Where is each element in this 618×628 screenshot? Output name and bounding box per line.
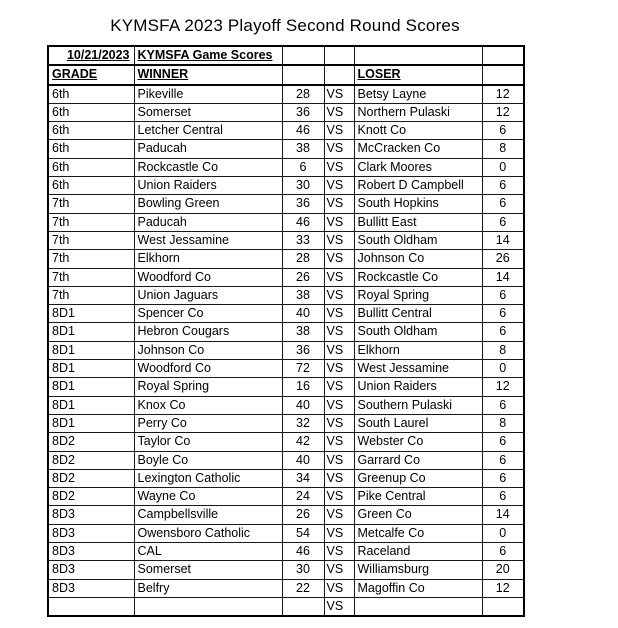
loser-cell: Williamsburg	[354, 561, 482, 579]
subtitle-cell: KYMSFA Game Scores	[134, 46, 282, 65]
loser-score-cell: 14	[482, 231, 524, 249]
loser-cell: Bullitt Central	[354, 305, 482, 323]
table-row	[48, 561, 524, 579]
winner-cell: Lexington Catholic	[134, 469, 282, 487]
grade-cell: 8D1	[48, 378, 134, 396]
table-header-row-columns	[48, 65, 524, 84]
empty-cell	[482, 65, 524, 84]
vs-cell: VS	[324, 195, 354, 213]
winner-cell: West Jessamine	[134, 231, 282, 249]
loser-cell: South Oldham	[354, 323, 482, 341]
loser-score-cell: 26	[482, 250, 524, 268]
winner-score-cell: 26	[282, 268, 324, 286]
loser-cell: McCracken Co	[354, 140, 482, 158]
loser-score-cell: 8	[482, 341, 524, 359]
empty-cell	[354, 46, 482, 65]
table-row	[48, 85, 524, 104]
winner-score-cell: 16	[282, 378, 324, 396]
winner-score-cell: 40	[282, 396, 324, 414]
vs-cell: VS	[324, 451, 354, 469]
vs-cell: VS	[324, 543, 354, 561]
winner-cell: Paducah	[134, 213, 282, 231]
table-row	[48, 103, 524, 121]
winner-score-cell: 42	[282, 433, 324, 451]
table-row	[48, 268, 524, 286]
loser-score-cell: 12	[482, 378, 524, 396]
table-row	[48, 158, 524, 176]
loser-score-cell: 0	[482, 524, 524, 542]
winner-cell: Pikeville	[134, 85, 282, 104]
loser-score-cell: 6	[482, 396, 524, 414]
vs-cell: VS	[324, 122, 354, 140]
loser-cell: South Hopkins	[354, 195, 482, 213]
winner-cell: Paducah	[134, 140, 282, 158]
table-row	[48, 506, 524, 524]
loser-header-cell: LOSER	[354, 65, 482, 84]
loser-cell: Garrard Co	[354, 451, 482, 469]
vs-cell: VS	[324, 469, 354, 487]
table-row	[48, 213, 524, 231]
winner-score-cell: 24	[282, 488, 324, 506]
loser-score-cell: 6	[482, 122, 524, 140]
winner-cell: Letcher Central	[134, 122, 282, 140]
loser-cell: South Laurel	[354, 414, 482, 432]
winner-cell: Hebron Cougars	[134, 323, 282, 341]
table-header-row-date	[48, 46, 524, 65]
loser-score-cell: 6	[482, 543, 524, 561]
grade-cell: 8D3	[48, 579, 134, 597]
winner-cell: Union Jaguars	[134, 286, 282, 304]
grade-cell: 8D1	[48, 323, 134, 341]
loser-score-cell: 6	[482, 488, 524, 506]
grade-cell: 6th	[48, 122, 134, 140]
winner-cell: Taylor Co	[134, 433, 282, 451]
grade-cell: 8D1	[48, 414, 134, 432]
winner-score-cell: 40	[282, 305, 324, 323]
grade-cell: 7th	[48, 195, 134, 213]
table-row	[48, 543, 524, 561]
table-row	[48, 305, 524, 323]
vs-cell: VS	[324, 268, 354, 286]
loser-cell: Raceland	[354, 543, 482, 561]
loser-cell: South Oldham	[354, 231, 482, 249]
winner-score-cell: 34	[282, 469, 324, 487]
loser-cell: Pike Central	[354, 488, 482, 506]
vs-cell: VS	[324, 378, 354, 396]
winner-score-cell: 40	[282, 451, 324, 469]
vs-cell: VS	[324, 414, 354, 432]
grade-cell: 8D3	[48, 561, 134, 579]
table-row	[48, 323, 524, 341]
vs-cell: VS	[324, 488, 354, 506]
grade-cell: 7th	[48, 213, 134, 231]
loser-cell: Knott Co	[354, 122, 482, 140]
grade-header-cell: GRADE	[48, 65, 134, 84]
vs-cell: VS	[324, 103, 354, 121]
vs-cell: VS	[324, 396, 354, 414]
grade-cell: 8D2	[48, 451, 134, 469]
table-row	[48, 177, 524, 195]
winner-score-cell: 72	[282, 360, 324, 378]
vs-cell: VS	[324, 231, 354, 249]
grade-cell: 8D2	[48, 433, 134, 451]
winner-cell: Bowling Green	[134, 195, 282, 213]
table-row	[48, 360, 524, 378]
vs-cell: VS	[324, 305, 354, 323]
table-row	[48, 286, 524, 304]
vs-cell: VS	[324, 561, 354, 579]
winner-score-cell: 38	[282, 140, 324, 158]
grade-cell: 8D2	[48, 469, 134, 487]
winner-score-cell: 22	[282, 579, 324, 597]
vs-cell: VS	[324, 360, 354, 378]
table-row	[48, 341, 524, 359]
winner-score-cell: 30	[282, 561, 324, 579]
winner-score-cell: 38	[282, 286, 324, 304]
loser-score-cell: 0	[482, 158, 524, 176]
grade-cell: 8D3	[48, 506, 134, 524]
loser-score-cell: 6	[482, 433, 524, 451]
loser-cell: Rockcastle Co	[354, 268, 482, 286]
winner-score-cell	[282, 597, 324, 616]
loser-cell: Union Raiders	[354, 378, 482, 396]
winner-cell: Elkhorn	[134, 250, 282, 268]
winner-score-cell: 46	[282, 122, 324, 140]
vs-cell: VS	[324, 579, 354, 597]
loser-cell: Magoffin Co	[354, 579, 482, 597]
loser-cell: Northern Pulaski	[354, 103, 482, 121]
table-row	[48, 195, 524, 213]
loser-cell: Robert D Campbell	[354, 177, 482, 195]
winner-cell: Rockcastle Co	[134, 158, 282, 176]
table-row	[48, 250, 524, 268]
loser-cell: Elkhorn	[354, 341, 482, 359]
winner-cell: Union Raiders	[134, 177, 282, 195]
vs-cell: VS	[324, 286, 354, 304]
table-row	[48, 579, 524, 597]
loser-score-cell: 6	[482, 469, 524, 487]
grade-cell: 6th	[48, 177, 134, 195]
winner-score-cell: 46	[282, 543, 324, 561]
winner-score-cell: 36	[282, 195, 324, 213]
table-row	[48, 451, 524, 469]
loser-score-cell: 14	[482, 506, 524, 524]
grade-cell: 8D1	[48, 341, 134, 359]
grade-cell: 8D1	[48, 360, 134, 378]
loser-score-cell: 0	[482, 360, 524, 378]
loser-cell: Southern Pulaski	[354, 396, 482, 414]
vs-cell: VS	[324, 524, 354, 542]
loser-score-cell: 8	[482, 140, 524, 158]
winner-cell	[134, 597, 282, 616]
loser-cell: Green Co	[354, 506, 482, 524]
vs-cell: VS	[324, 177, 354, 195]
loser-score-cell: 6	[482, 177, 524, 195]
page-title: KYMSFA 2023 Playoff Second Round Scores	[110, 16, 460, 35]
grade-cell: 6th	[48, 158, 134, 176]
winner-cell: Somerset	[134, 103, 282, 121]
winner-cell: Johnson Co	[134, 341, 282, 359]
winner-cell: Royal Spring	[134, 378, 282, 396]
grade-cell: 7th	[48, 268, 134, 286]
loser-score-cell: 6	[482, 451, 524, 469]
winner-cell: Somerset	[134, 561, 282, 579]
loser-score-cell: 6	[482, 323, 524, 341]
winner-cell: Spencer Co	[134, 305, 282, 323]
vs-cell: VS	[324, 506, 354, 524]
winner-cell: Belfry	[134, 579, 282, 597]
winner-score-cell: 6	[282, 158, 324, 176]
winner-cell: Woodford Co	[134, 360, 282, 378]
winner-cell: Knox Co	[134, 396, 282, 414]
winner-score-cell: 33	[282, 231, 324, 249]
grade-cell: 8D3	[48, 524, 134, 542]
winner-score-cell: 36	[282, 103, 324, 121]
winner-score-cell: 54	[282, 524, 324, 542]
loser-score-cell	[482, 597, 524, 616]
empty-cell	[482, 46, 524, 65]
loser-cell: Webster Co	[354, 433, 482, 451]
vs-cell: VS	[324, 323, 354, 341]
grade-cell	[48, 597, 134, 616]
loser-cell: Greenup Co	[354, 469, 482, 487]
vs-cell: VS	[324, 433, 354, 451]
loser-score-cell: 6	[482, 286, 524, 304]
loser-cell: Royal Spring	[354, 286, 482, 304]
winner-cell: Owensboro Catholic	[134, 524, 282, 542]
loser-score-cell: 8	[482, 414, 524, 432]
vs-cell: VS	[324, 85, 354, 104]
empty-cell	[324, 65, 354, 84]
empty-cell	[282, 46, 324, 65]
table-row	[48, 122, 524, 140]
table-row	[48, 488, 524, 506]
winner-score-cell: 30	[282, 177, 324, 195]
loser-score-cell: 6	[482, 195, 524, 213]
winner-score-cell: 46	[282, 213, 324, 231]
loser-score-cell: 12	[482, 85, 524, 104]
grade-cell: 6th	[48, 140, 134, 158]
loser-score-cell: 6	[482, 213, 524, 231]
winner-cell: CAL	[134, 543, 282, 561]
winner-score-cell: 28	[282, 250, 324, 268]
winner-score-cell: 32	[282, 414, 324, 432]
grade-cell: 8D1	[48, 305, 134, 323]
loser-score-cell: 12	[482, 103, 524, 121]
vs-cell: VS	[324, 597, 354, 616]
winner-cell: Woodford Co	[134, 268, 282, 286]
date-cell: 10/21/2023	[48, 46, 134, 65]
loser-score-cell: 20	[482, 561, 524, 579]
vs-cell: VS	[324, 158, 354, 176]
grade-cell: 7th	[48, 231, 134, 249]
vs-cell: VS	[324, 250, 354, 268]
winner-score-cell: 26	[282, 506, 324, 524]
table-row	[48, 140, 524, 158]
winner-cell: Perry Co	[134, 414, 282, 432]
winner-score-cell: 38	[282, 323, 324, 341]
loser-cell: Clark Moores	[354, 158, 482, 176]
grade-cell: 8D3	[48, 543, 134, 561]
loser-score-cell: 12	[482, 579, 524, 597]
grade-cell: 7th	[48, 250, 134, 268]
loser-cell: Bullitt East	[354, 213, 482, 231]
loser-cell	[354, 597, 482, 616]
empty-cell	[324, 46, 354, 65]
scores-table-body	[48, 46, 524, 616]
winner-score-cell: 36	[282, 341, 324, 359]
loser-cell: Betsy Layne	[354, 85, 482, 104]
grade-cell: 8D2	[48, 488, 134, 506]
table-row	[48, 231, 524, 249]
table-row	[48, 414, 524, 432]
loser-cell: Metcalfe Co	[354, 524, 482, 542]
winner-cell: Wayne Co	[134, 488, 282, 506]
table-row	[48, 396, 524, 414]
loser-score-cell: 6	[482, 305, 524, 323]
winner-cell: Boyle Co	[134, 451, 282, 469]
empty-cell	[282, 65, 324, 84]
grade-cell: 6th	[48, 85, 134, 104]
table-row	[48, 524, 524, 542]
vs-cell: VS	[324, 213, 354, 231]
table-row	[48, 378, 524, 396]
vs-cell: VS	[324, 140, 354, 158]
winner-cell: Campbellsville	[134, 506, 282, 524]
winner-header-cell: WINNER	[134, 65, 282, 84]
winner-score-cell: 28	[282, 85, 324, 104]
grade-cell: 7th	[48, 286, 134, 304]
table-row	[48, 597, 524, 616]
loser-score-cell: 14	[482, 268, 524, 286]
grade-cell: 8D1	[48, 396, 134, 414]
scores-table	[47, 45, 525, 617]
loser-cell: West Jessamine	[354, 360, 482, 378]
table-row	[48, 469, 524, 487]
table-row	[48, 433, 524, 451]
vs-cell: VS	[324, 341, 354, 359]
loser-cell: Johnson Co	[354, 250, 482, 268]
grade-cell: 6th	[48, 103, 134, 121]
